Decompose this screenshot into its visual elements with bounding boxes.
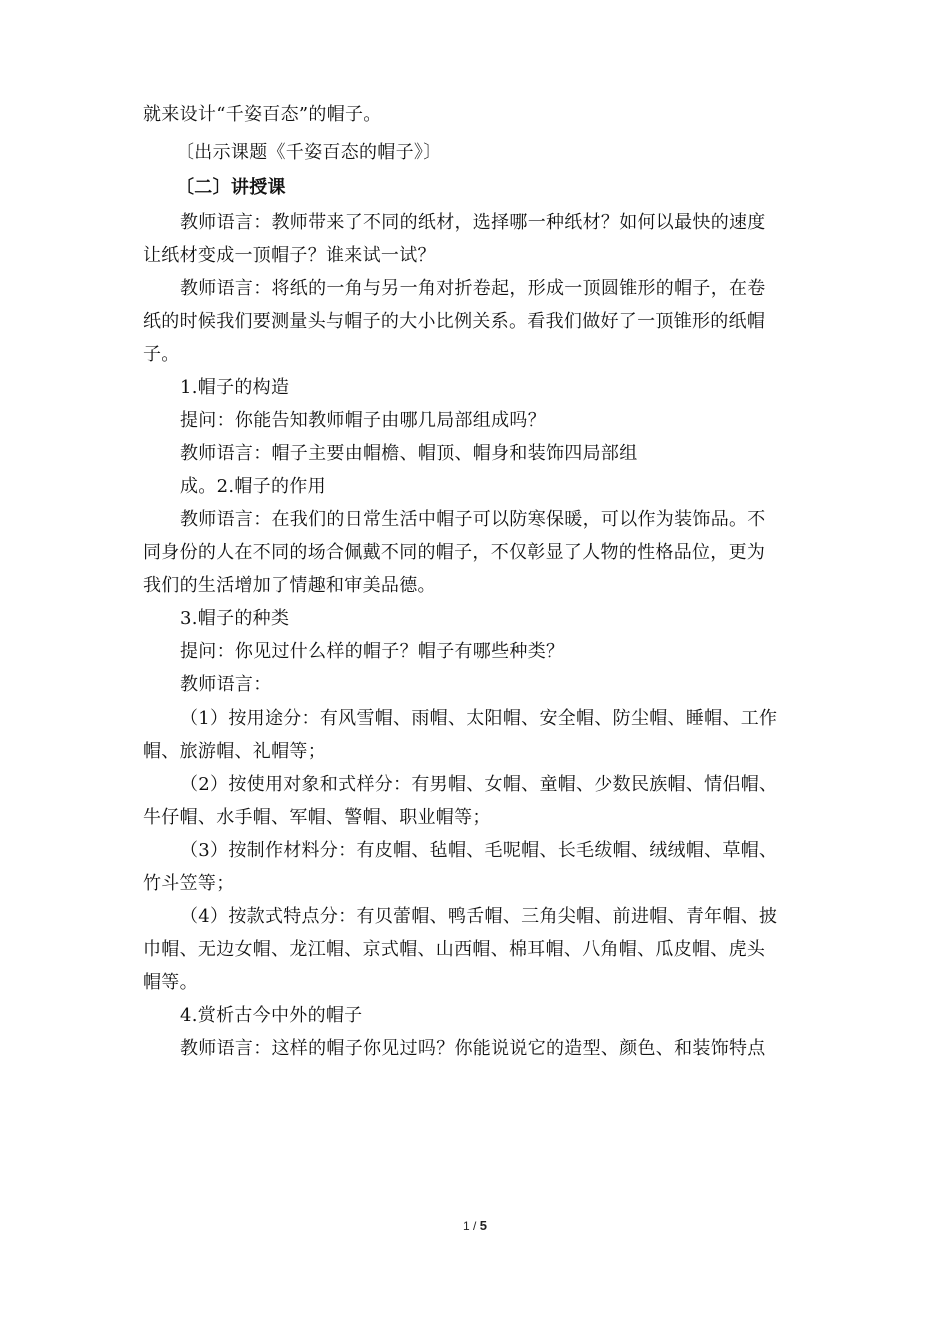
text-line-27: 帽等。 xyxy=(143,972,198,993)
page-total: 5 xyxy=(479,1218,487,1233)
subheading-types: 3.帽子的种类 xyxy=(180,608,290,629)
subheading-function: 成。2.帽子的作用 xyxy=(180,476,326,497)
text-line-17: 提问：你见过什么样的帽子？帽子有哪些种类？ xyxy=(180,641,565,662)
text-line-21: （2）按使用对象和式样分：有男帽、女帽、童帽、少数民族帽、情侣帽、 xyxy=(180,774,778,795)
text-line-4: 教师语言：教师带来了不同的纸材，选择哪一种纸材？如何以最快的速度 xyxy=(180,212,766,233)
text-line-15: 我们的生活增加了情趣和审美品德。 xyxy=(143,575,436,596)
text-line-13: 教师语言：在我们的日常生活中帽子可以防寒保暖，可以作为装饰品。不 xyxy=(180,509,766,530)
text-line-10: 提问：你能告知教师帽子由哪几局部组成吗？ xyxy=(180,410,546,431)
text-line-26: 巾帽、无边女帽、龙江帽、京式帽、山西帽、棉耳帽、八角帽、瓜皮帽、虎头 xyxy=(143,939,766,960)
text-line-25: （4）按款式特点分：有贝蕾帽、鸭舌帽、三角尖帽、前进帽、青年帽、披 xyxy=(180,906,778,927)
text-line-18: 教师语言： xyxy=(180,674,272,695)
text-line-19: （1）按用途分：有风雪帽、雨帽、太阳帽、安全帽、防尘帽、睡帽、工作 xyxy=(180,708,778,729)
text-line-1: 就来设计“千姿百态”的帽子。 xyxy=(143,104,382,125)
section-heading: 〔二〕讲授课 xyxy=(176,177,286,198)
text-line-11: 教师语言：帽子主要由帽檐、帽顶、帽身和装饰四局部组 xyxy=(180,443,638,464)
text-line-5: 让纸材变成一顶帽子？谁来试一试？ xyxy=(143,245,436,266)
page-current: 1 / xyxy=(463,1219,477,1233)
text-line-7: 纸的时候我们要测量头与帽子的大小比例关系。看我们做好了一顶锥形的纸帽 xyxy=(143,311,766,332)
text-line-14: 同身份的人在不同的场合佩戴不同的帽子，不仅彰显了人物的性格品位，更为 xyxy=(143,542,766,563)
text-line-22: 牛仔帽、水手帽、军帽、警帽、职业帽等； xyxy=(143,807,491,828)
subheading-appreciation: 4.赏析古今中外的帽子 xyxy=(180,1005,363,1026)
text-line-8: 子。 xyxy=(143,344,180,365)
subheading-construction: 1.帽子的构造 xyxy=(180,377,290,398)
text-line-20: 帽、旅游帽、礼帽等； xyxy=(143,741,326,762)
text-line-2: 〔出示课题《千姿百态的帽子》〕 xyxy=(176,142,442,163)
page-number xyxy=(0,1218,950,1233)
text-line-6: 教师语言：将纸的一角与另一角对折卷起，形成一顶圆锥形的帽子，在卷 xyxy=(180,278,766,299)
text-line-29: 教师语言：这样的帽子你见过吗？你能说说它的造型、颜色、和装饰特点 xyxy=(180,1038,766,1059)
text-line-24: 竹斗笠等； xyxy=(143,873,235,894)
text-line-23: （3）按制作材料分：有皮帽、毡帽、毛呢帽、长毛绂帽、绒绒帽、草帽、 xyxy=(180,840,778,861)
